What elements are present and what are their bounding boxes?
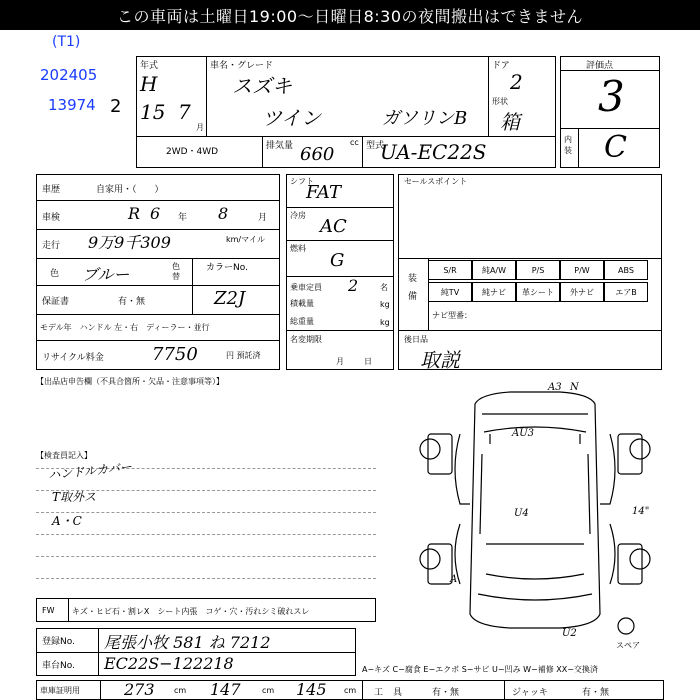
model-name: ツイン (262, 106, 321, 130)
recycle-fee: 7750 (152, 344, 198, 365)
mark-a3: A3 (548, 382, 562, 393)
cert-height: 145 (296, 680, 327, 699)
lot-tag: (T1) (52, 34, 81, 50)
grade: ガソリンB (382, 108, 468, 129)
inspector-label: 【検査員記入】 (36, 451, 92, 460)
interior-label: 内装 (564, 135, 572, 155)
mileage: 9万9千309 (88, 233, 171, 252)
color-no-label: カラーNo. (206, 263, 248, 273)
chassis-label: 車台No. (42, 661, 75, 671)
lot-date: 202405 (40, 66, 98, 84)
door-label: ドア (492, 61, 510, 71)
sales-label: セールスポイント (404, 177, 468, 186)
mark-a: A (450, 574, 458, 585)
displacement: 660 (300, 144, 335, 165)
shift: FAT (306, 182, 341, 203)
shaken-year-unit: 年 (178, 213, 188, 223)
month-unit: 月 (196, 123, 204, 132)
color-change: 色替 (172, 262, 180, 281)
interior: C (604, 130, 627, 165)
recycle-label: リサイクル料金 (42, 353, 104, 363)
body: 箱 (500, 110, 520, 134)
reg-value: 尾張小牧 581 ね 7212 (104, 633, 271, 652)
gvw-label: 総重量 (290, 317, 314, 326)
car-name: スズキ (232, 74, 292, 98)
color: ブルー (82, 265, 130, 284)
shaken-month: 8 (218, 204, 229, 223)
equip-airbag: エアB (604, 282, 648, 302)
equip-sr: S/R (428, 260, 472, 280)
equip-tv: 純TV (428, 282, 472, 302)
cap-unit: 名 (380, 283, 388, 292)
namechange-label: 名変期限 (290, 335, 322, 344)
car-diagram (400, 374, 670, 636)
equip-pw: P/W (560, 260, 604, 280)
color-label: 色 (50, 269, 60, 279)
cert-label: 車庫証明用 (40, 686, 80, 695)
spare-label: スペア (616, 641, 640, 650)
cert-length: 273 (124, 680, 155, 699)
nav-label: ナビ型番： (432, 311, 472, 320)
jack-value: 有・無 (582, 688, 610, 698)
load-unit: kg (380, 300, 390, 309)
year-era: H (140, 72, 158, 96)
namechange-unit: 月日 (336, 357, 392, 366)
mileage-label: 走行 (42, 241, 61, 251)
warranty: 有・無 (118, 297, 146, 307)
month-value: 7 (178, 100, 191, 124)
banner-notice: この車両は土曜日19:00～日曜日8:30の夜間搬出はできません (0, 0, 700, 30)
chassis-value: EC22S−122218 (104, 654, 234, 673)
cap-label: 乗車定員 (290, 283, 322, 292)
legend-codes: A−キズ C−腐食 E−エクボ S−サビ U−凹み W−補修 XX−交換済 (362, 665, 598, 674)
shaken-label: 車検 (42, 213, 61, 223)
shaken-year: 6 (150, 204, 161, 223)
score-label: 評価点 (586, 61, 614, 71)
fuel: G (330, 250, 345, 271)
equip-ps: P/S (516, 260, 560, 280)
equip-aw: 純A/W (472, 260, 516, 280)
drive: 2WD・4WD (166, 147, 219, 157)
recycle-unit: 円 預託済 (226, 351, 261, 360)
model-code: UA-EC22S (380, 140, 487, 164)
shaken-month-unit: 月 (258, 213, 268, 223)
mark-u2: U2 (562, 628, 577, 636)
ac: AC (320, 216, 347, 237)
ac-label: 冷房 (290, 211, 306, 220)
score: 3 (598, 72, 625, 121)
legend-fw: FW (42, 606, 55, 615)
cert-unit-2: cm (262, 686, 275, 695)
mark-u4: U4 (514, 508, 529, 519)
body-label: 形状 (492, 97, 508, 106)
doors: 2 (510, 70, 523, 94)
lot-number: 13974 (48, 96, 96, 114)
seller-notes-label: 【出品店申告欄（不具合箇所・欠品・注意事項等）】 (36, 377, 224, 386)
equip-abs: ABS (604, 260, 648, 280)
inspector-line-1: ハンドルカバー (47, 459, 133, 483)
equip-label: 装備 (408, 274, 418, 302)
equip-extnav: 外ナビ (560, 282, 604, 302)
mileage-unit: km/マイル (226, 235, 265, 244)
year-label: 年式 (140, 61, 159, 71)
equip-leather: 革シート (516, 282, 560, 302)
shift-label: シフト (290, 177, 314, 186)
gvw-unit: kg (380, 318, 390, 327)
cert-unit-1: cm (174, 686, 187, 695)
fuel-label: 燃料 (290, 244, 306, 253)
disp-unit: cc (350, 138, 359, 147)
cert-unit-3: cm (344, 686, 357, 695)
shaken-era: R (128, 204, 141, 223)
mark-14: 14" (632, 506, 650, 517)
color-no: Z2J (214, 288, 246, 309)
inspector-line-3: A・C (52, 514, 82, 528)
mark-au3: AU3 (512, 428, 535, 439)
reg-label: 登録No. (42, 637, 75, 647)
tool-value: 有・無 (432, 688, 460, 698)
year-value: 15 (140, 100, 166, 124)
inspector-line-2: T取外ス (52, 490, 97, 504)
warranty-label: 保証書 (42, 297, 70, 307)
type-label: 型式 (366, 141, 385, 151)
reki-value: 自家用・（ ） (96, 185, 164, 195)
disp-label: 排気量 (266, 141, 294, 151)
cert-width: 147 (210, 680, 241, 699)
equip-nav: 純ナビ (472, 282, 516, 302)
later-label: 後日品 (404, 335, 428, 344)
jack-label: ジャッキ (512, 688, 548, 698)
tool-label: 工具 (374, 688, 413, 698)
capacity: 2 (348, 276, 359, 295)
legend-symbols: キズ・ヒビ石・割レX シート内張 コゲ・穴・汚れシミ破れスレ (72, 607, 310, 616)
load-label: 積載量 (290, 299, 314, 308)
mark-n: N (570, 382, 579, 393)
later-value: 取説 (420, 348, 460, 372)
carname-label: 車名・グレード (210, 61, 274, 71)
model-row: モデル年 ハンドル 左・右 ディーラー・並行 (40, 323, 210, 332)
reki-label: 車歴 (42, 185, 61, 195)
lot-suffix: 2 (110, 96, 122, 117)
